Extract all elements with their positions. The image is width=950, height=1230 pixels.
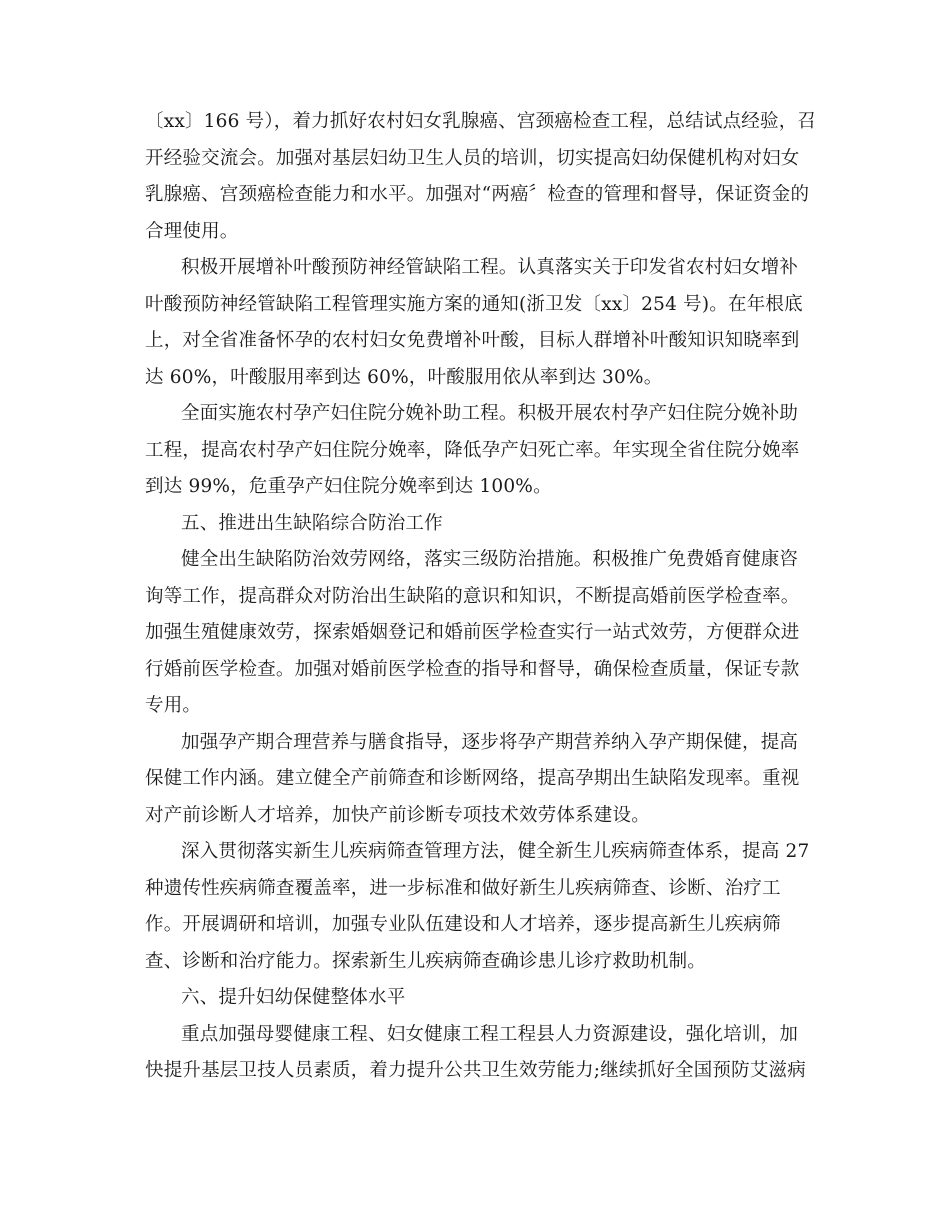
- text-line: 叶酸预防神经管缺陷工程管理实施方案的通知(浙卫发〔xx〕254 号)。在年根底: [145, 293, 803, 315]
- text-line: 对产前诊断人才培养，加快产前诊断专项技术效劳体系建设。: [145, 804, 650, 826]
- text-line: 全面实施农村孕产妇住院分娩补助工程。积极开展农村孕产妇住院分娩补助: [181, 403, 799, 424]
- text-line: 作。开展调研和培训，加强专业队伍建设和人才培养，逐步提高新生儿疾病筛: [145, 914, 781, 935]
- text-line: 合理使用。: [145, 220, 239, 242]
- section-heading: [145, 980, 810, 1017]
- text-line: 工程，提高农村孕产妇住院分娩率，降低孕产妇死亡率。年实现全省住院分娩率: [145, 439, 800, 461]
- text-line: 达 60%，叶酸服用率到达 60%，叶酸服用依从率到达 30%。: [145, 366, 663, 388]
- text-line: 专用。: [145, 695, 202, 716]
- paragraph: [145, 1017, 810, 1090]
- text-line: 健全出生缺陷防治效劳网络，落实三级防治措施。积极推广免费婚育健康咨: [181, 549, 799, 570]
- text-line: 种遗传性疾病筛查覆盖率，进一步标准和做好新生儿疾病筛查、诊断、治疗工: [145, 877, 781, 899]
- text-line: 询等工作，提高群众对防治出生缺陷的意识和知识，不断提高婚前医学检查率。: [145, 585, 800, 607]
- text-line: 〔xx〕166 号），着力抓好农村妇女乳腺癌、宫颈癌检查工程，总结试点经验，召: [145, 111, 817, 132]
- paragraph: [145, 104, 817, 250]
- text-line: 保健工作内涵。建立健全产前筛查和诊断网络，提高孕期出生缺陷发现率。重视: [145, 768, 800, 789]
- section-heading-text: 五、推进出生缺陷综合防治工作: [181, 512, 443, 534]
- text-line: 乳腺癌、宫颈癌检查能力和水平。加强对“两癌〞检查的管理和督导，保证资金的: [145, 184, 810, 205]
- text-line: 查、诊断和治疗能力。探索新生儿疾病筛查确诊患儿诊疗救助机制。: [145, 950, 707, 972]
- section-heading-text: 六、提升妇幼保健整体水平: [181, 987, 406, 1008]
- text-line: 加强生殖健康效劳，探索婚姻登记和婚前医学检查实行一站式效劳，方便群众进: [145, 622, 800, 643]
- text-line: 开经验交流会。加强对基层妇幼卫生人员的培训，切实提高妇幼保健机构对妇女: [145, 147, 800, 169]
- text-line: 行婚前医学检查。加强对婚前医学检查的指导和督导，确保检查质量，保证专款: [145, 658, 800, 680]
- section-heading: [145, 506, 810, 543]
- text-line: 快提升基层卫技人员素质，着力提升公共卫生效劳能力;继续抓好全国预防艾滋病: [145, 1060, 806, 1081]
- text-line: 到达 99%，危重孕产妇住院分娩率到达 100%。: [145, 476, 552, 497]
- text-line: 重点加强母婴健康工程、妇女健康工程工程县人力资源建设，强化培训，加: [181, 1023, 799, 1045]
- paragraph: [145, 834, 810, 980]
- paragraph: [145, 725, 810, 835]
- text-line: 深入贯彻落实新生儿疾病筛查管理方法，健全新生儿疾病筛查体系，提高 27: [181, 841, 810, 862]
- text-line: 积极开展增补叶酸预防神经管缺陷工程。认真落实关于印发省农村妇女增补: [181, 257, 799, 278]
- paragraph: [145, 396, 810, 506]
- document-body: [145, 0, 817, 1090]
- paragraph: [145, 542, 810, 725]
- paragraph: [145, 250, 810, 396]
- text-line: 上，对全省准备怀孕的农村妇女免费增补叶酸，目标人群增补叶酸知识知晓率到: [145, 330, 800, 351]
- text-line: 加强孕产期合理营养与膳食指导，逐步将孕产期营养纳入孕产期保健，提高: [181, 731, 799, 753]
